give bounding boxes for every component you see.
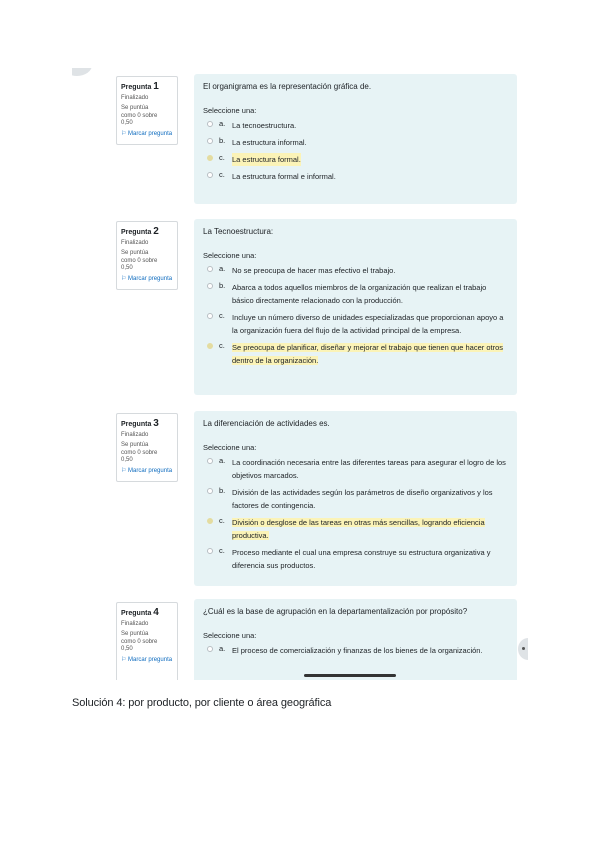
radio-button-checked[interactable] (207, 343, 213, 349)
flag-question-link[interactable]: ⚐ Marcar pregunta (121, 275, 173, 282)
question-status: Finalizado (121, 95, 149, 101)
question-info-4 (116, 602, 178, 680)
question-status: Finalizado (121, 621, 149, 627)
flag-question-link[interactable]: ⚐ Marcar pregunta (121, 467, 173, 474)
answer-option[interactable]: b. Abarca a todos aquellos miembros de la organización que realizan el trabajo básico directamente relacionado con la producción. (203, 281, 509, 307)
radio-button[interactable] (207, 488, 213, 494)
question-panel-4 (194, 599, 517, 680)
question-status: Finalizado (121, 432, 149, 438)
question-text: El organigrama es la representación gráfica de. (203, 82, 372, 91)
scroll-button[interactable] (518, 638, 528, 660)
answer-option-selected[interactable]: c. La estructura formal. (203, 153, 509, 166)
radio-button-checked[interactable] (207, 518, 213, 524)
question-points: Se puntúa como 0 sobre 0,50 (121, 631, 158, 652)
question-number: Pregunta 3 (121, 418, 159, 429)
radio-button[interactable] (207, 172, 213, 178)
flag-icon: ⚐ (121, 275, 129, 282)
question-info-2 (116, 221, 178, 290)
radio-button[interactable] (207, 283, 213, 289)
corner-button[interactable] (72, 68, 92, 76)
question-number: Pregunta 2 (121, 226, 159, 237)
answer-option[interactable]: a. La tecnoestructura. (203, 119, 509, 132)
question-points: Se puntúa como 0 sobre 0,50 (121, 442, 158, 463)
answer-option[interactable]: c. La estructura formal e informal. (203, 170, 509, 183)
flag-question-link[interactable]: ⚐ Marcar pregunta (121, 130, 173, 137)
solution-caption: Solución 4: por producto, por cliente o área geográfica (72, 697, 332, 709)
question-panel-3 (194, 411, 517, 586)
quiz-screenshot (72, 68, 528, 680)
flag-icon: ⚐ (121, 130, 129, 137)
radio-button[interactable] (207, 266, 213, 272)
question-text: ¿Cuál es la base de agrupación en la departamentalización por propósito? (203, 607, 468, 616)
select-prompt: Seleccione una: (203, 631, 257, 640)
select-prompt: Seleccione una: (203, 106, 257, 115)
answer-option[interactable]: a. No se preocupa de hacer mas efectivo el trabajo. (203, 264, 509, 277)
radio-button[interactable] (207, 646, 213, 652)
dot-icon (522, 647, 525, 650)
question-points: Se puntúa como 0 sobre 0,50 (121, 105, 158, 126)
question-number: Pregunta 4 (121, 607, 159, 618)
horizontal-scrollbar[interactable] (304, 674, 396, 677)
radio-button[interactable] (207, 458, 213, 464)
question-points: Se puntúa como 0 sobre 0,50 (121, 250, 158, 271)
flag-icon: ⚐ (121, 656, 129, 663)
answer-option[interactable]: a. El proceso de comercialización y finanzas de los bienes de la organización. (203, 644, 509, 657)
question-panel-1 (194, 74, 517, 204)
question-panel-2 (194, 219, 517, 395)
question-info-3 (116, 413, 178, 482)
answer-option-selected[interactable]: c. Se preocupa de planificar, diseñar y mejorar el trabajo que tienen que hacer otros dentro de la organización. (203, 341, 509, 367)
flag-question-link[interactable]: ⚐ Marcar pregunta (121, 656, 173, 663)
question-text: La diferenciación de actividades es. (203, 419, 330, 428)
radio-button[interactable] (207, 313, 213, 319)
question-info-1 (116, 76, 178, 145)
answer-option[interactable]: c. Incluye un número diverso de unidades especializadas que proporcionan apoyo a la organización fuera del flujo de la actividad principal de la empresa. (203, 311, 509, 337)
radio-button-checked[interactable] (207, 155, 213, 161)
answer-option-selected[interactable]: c. División o desglose de las tareas en otras más sencillas, logrando eficiencia productiva. (203, 516, 509, 542)
radio-button[interactable] (207, 138, 213, 144)
radio-button[interactable] (207, 548, 213, 554)
question-text: La Tecnoestructura: (203, 227, 274, 236)
flag-icon: ⚐ (121, 467, 129, 474)
question-status: Finalizado (121, 240, 149, 246)
select-prompt: Seleccione una: (203, 443, 257, 452)
answer-option[interactable]: a. La coordinación necesaria entre las diferentes tareas para asegurar el logro de los objetivos marcados. (203, 456, 509, 482)
question-number: Pregunta 1 (121, 81, 159, 92)
answer-option[interactable]: b. División de las actividades según los parámetros de diseño organizativos y los factores de contingencia. (203, 486, 509, 512)
select-prompt: Seleccione una: (203, 251, 257, 260)
radio-button[interactable] (207, 121, 213, 127)
answer-option[interactable]: c. Proceso mediante el cual una empresa construye su estructura organizativa y diferencia sus productos. (203, 546, 509, 572)
answer-option[interactable]: b. La estructura informal. (203, 136, 509, 149)
